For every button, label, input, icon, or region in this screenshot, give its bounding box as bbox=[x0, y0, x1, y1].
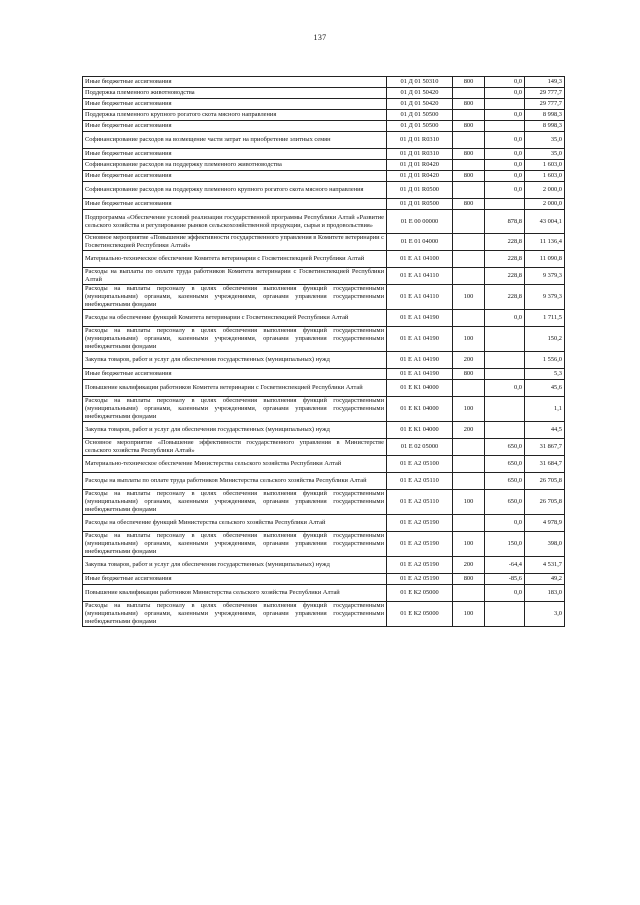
row-code-cell: 01 Д 01 R0310 bbox=[387, 149, 453, 160]
row-name-cell: Расходы на выплаты персоналу в целях обеспечения выполнения функций государственными (муниципальными) органами, казенными учреждениями, органами управления государственными внебюджетными фондами bbox=[83, 285, 387, 310]
table-row bbox=[83, 182, 565, 199]
row-value-1-cell: 0,0 bbox=[485, 149, 525, 160]
row-value-2-cell: 31 867,7 bbox=[525, 439, 565, 456]
table-row bbox=[83, 77, 565, 88]
row-code-cell: 01 Е 01 04000 bbox=[387, 234, 453, 251]
row-value-2-cell: 11 136,4 bbox=[525, 234, 565, 251]
row-value-2-cell: 398,0 bbox=[525, 532, 565, 557]
row-value-2-cell: 26 705,8 bbox=[525, 490, 565, 515]
row-value-2-cell: 1,1 bbox=[525, 397, 565, 422]
row-value-2-cell: 43 004,1 bbox=[525, 210, 565, 234]
table-row bbox=[83, 602, 565, 627]
table-row bbox=[83, 88, 565, 99]
row-name-cell: Иные бюджетные ассигнования bbox=[83, 199, 387, 210]
row-value-2-cell: 2 000,0 bbox=[525, 199, 565, 210]
row-name-cell: Иные бюджетные ассигнования bbox=[83, 149, 387, 160]
row-value-1-cell: 228,8 bbox=[485, 285, 525, 310]
row-code-cell: 01 Е А2 05190 bbox=[387, 557, 453, 574]
row-name-cell: Расходы на выплаты по оплате труда работников Министерства сельского хозяйства Республики Алтай bbox=[83, 473, 387, 490]
row-type-cell bbox=[453, 251, 485, 268]
row-type-cell bbox=[453, 268, 485, 285]
row-type-cell bbox=[453, 234, 485, 251]
row-type-cell bbox=[453, 585, 485, 602]
budget-table bbox=[82, 76, 565, 627]
table-row bbox=[83, 490, 565, 515]
row-value-1-cell bbox=[485, 422, 525, 439]
row-type-cell bbox=[453, 182, 485, 199]
row-code-cell: 01 Е А2 05100 bbox=[387, 456, 453, 473]
row-value-1-cell: -64,4 bbox=[485, 557, 525, 574]
row-name-cell: Материально-техническое обеспечение Комитета ветеринарии с Госветинспекцией Республики Алтай bbox=[83, 251, 387, 268]
budget-table-body bbox=[83, 77, 565, 627]
row-type-cell: 200 bbox=[453, 422, 485, 439]
row-value-2-cell: 8 998,3 bbox=[525, 110, 565, 121]
row-name-cell: Расходы на выплаты персоналу в целях обеспечения выполнения функций государственными (муниципальными) органами, казенными учреждениями, органами управления государственными внебюджетными фондами bbox=[83, 327, 387, 352]
row-value-1-cell: 0,0 bbox=[485, 585, 525, 602]
row-value-1-cell: 0,0 bbox=[485, 310, 525, 327]
row-code-cell: 01 Е К1 04000 bbox=[387, 397, 453, 422]
row-code-cell: 01 Д 01 50420 bbox=[387, 99, 453, 110]
row-value-2-cell: 11 090,8 bbox=[525, 251, 565, 268]
row-name-cell: Поддержка племенного крупного рогатого скота мясного направления bbox=[83, 110, 387, 121]
row-value-1-cell bbox=[485, 352, 525, 369]
row-value-1-cell: 228,8 bbox=[485, 251, 525, 268]
table-row bbox=[83, 268, 565, 285]
table-row bbox=[83, 369, 565, 380]
table-row bbox=[83, 171, 565, 182]
table-row bbox=[83, 380, 565, 397]
row-name-cell: Закупка товаров, работ и услуг для обеспечения государственных (муниципальных) нужд bbox=[83, 557, 387, 574]
row-value-1-cell bbox=[485, 602, 525, 627]
row-type-cell bbox=[453, 110, 485, 121]
row-code-cell: 01 Е А2 05110 bbox=[387, 473, 453, 490]
row-value-1-cell bbox=[485, 327, 525, 352]
row-code-cell: 01 Е А1 04110 bbox=[387, 285, 453, 310]
table-row bbox=[83, 210, 565, 234]
row-name-cell: Иные бюджетные ассигнования bbox=[83, 369, 387, 380]
row-code-cell: 01 Е 00 00000 bbox=[387, 210, 453, 234]
table-row bbox=[83, 234, 565, 251]
row-value-2-cell: 35,0 bbox=[525, 132, 565, 149]
row-value-1-cell bbox=[485, 199, 525, 210]
row-name-cell: Иные бюджетные ассигнования bbox=[83, 574, 387, 585]
row-type-cell: 100 bbox=[453, 532, 485, 557]
row-code-cell: 01 Д 01 50420 bbox=[387, 88, 453, 99]
row-value-2-cell: 4 531,7 bbox=[525, 557, 565, 574]
row-type-cell: 200 bbox=[453, 352, 485, 369]
row-name-cell: Расходы на выплаты персоналу в целях обеспечения выполнения функций государственными (муниципальными) органами, казенными учреждениями, органами управления государственными внебюджетными фондами bbox=[83, 532, 387, 557]
row-code-cell: 01 Е А1 04190 bbox=[387, 369, 453, 380]
row-value-1-cell bbox=[485, 121, 525, 132]
row-value-1-cell: 878,8 bbox=[485, 210, 525, 234]
row-name-cell: Материально-техническое обеспечение Министерства сельского хозяйства Республики Алтай bbox=[83, 456, 387, 473]
table-row bbox=[83, 439, 565, 456]
row-type-cell: 800 bbox=[453, 171, 485, 182]
row-value-2-cell: 183,0 bbox=[525, 585, 565, 602]
row-type-cell: 800 bbox=[453, 99, 485, 110]
row-code-cell: 01 Е К1 04000 bbox=[387, 380, 453, 397]
row-code-cell: 01 Е А1 04100 bbox=[387, 251, 453, 268]
row-type-cell: 200 bbox=[453, 557, 485, 574]
row-name-cell: Иные бюджетные ассигнования bbox=[83, 121, 387, 132]
row-type-cell bbox=[453, 210, 485, 234]
row-type-cell: 800 bbox=[453, 121, 485, 132]
row-type-cell: 100 bbox=[453, 397, 485, 422]
row-code-cell: 01 Д 01 50500 bbox=[387, 121, 453, 132]
row-value-2-cell: 149,3 bbox=[525, 77, 565, 88]
row-name-cell: Основное мероприятие «Повышение эффективности государственного управления в Министерстве сельского хозяйства Республики Алтай» bbox=[83, 439, 387, 456]
table-row bbox=[83, 574, 565, 585]
row-type-cell: 100 bbox=[453, 285, 485, 310]
table-row bbox=[83, 149, 565, 160]
row-type-cell: 800 bbox=[453, 574, 485, 585]
row-code-cell: 01 Е К2 05000 bbox=[387, 585, 453, 602]
row-name-cell: Расходы на выплаты персоналу в целях обеспечения выполнения функций государственными (муниципальными) органами, казенными учреждениями, органами управления государственными внебюджетными фондами bbox=[83, 397, 387, 422]
table-row bbox=[83, 456, 565, 473]
row-code-cell: 01 Д 01 R0310 bbox=[387, 132, 453, 149]
table-row bbox=[83, 310, 565, 327]
table-row bbox=[83, 199, 565, 210]
row-type-cell bbox=[453, 473, 485, 490]
row-value-2-cell: 31 684,7 bbox=[525, 456, 565, 473]
row-name-cell: Подпрограмма «Обеспечение условий реализации государственной программы Республики Алтай «Развитие сельского хозяйства и регулирование рынков сельскохозяйственной продукции, сырья и продовольствия» bbox=[83, 210, 387, 234]
row-value-1-cell: 0,0 bbox=[485, 171, 525, 182]
row-value-1-cell: 0,0 bbox=[485, 77, 525, 88]
row-name-cell: Расходы на обеспечение функций Комитета ветеринарии с Госветинспекцией Республики Алтай bbox=[83, 310, 387, 327]
row-code-cell: 01 Е А1 04190 bbox=[387, 310, 453, 327]
row-value-1-cell bbox=[485, 99, 525, 110]
row-name-cell: Иные бюджетные ассигнования bbox=[83, 77, 387, 88]
row-value-2-cell: 44,5 bbox=[525, 422, 565, 439]
row-code-cell: 01 Д 01 R0500 bbox=[387, 199, 453, 210]
row-value-1-cell: 228,8 bbox=[485, 234, 525, 251]
row-value-2-cell: 3,0 bbox=[525, 602, 565, 627]
row-type-cell bbox=[453, 456, 485, 473]
row-value-1-cell: -85,6 bbox=[485, 574, 525, 585]
row-type-cell bbox=[453, 439, 485, 456]
row-value-1-cell: 0,0 bbox=[485, 160, 525, 171]
row-value-1-cell: 650,0 bbox=[485, 473, 525, 490]
row-value-2-cell: 45,6 bbox=[525, 380, 565, 397]
table-row bbox=[83, 110, 565, 121]
table-row bbox=[83, 532, 565, 557]
row-value-2-cell: 26 705,8 bbox=[525, 473, 565, 490]
row-value-1-cell: 0,0 bbox=[485, 515, 525, 532]
row-value-2-cell: 150,2 bbox=[525, 327, 565, 352]
row-code-cell: 01 Д 01 R0500 bbox=[387, 182, 453, 199]
row-name-cell: Софинансирование расходов на поддержку племенного животноводства bbox=[83, 160, 387, 171]
row-value-1-cell: 0,0 bbox=[485, 88, 525, 99]
row-value-1-cell: 228,8 bbox=[485, 268, 525, 285]
row-code-cell: 01 Е А1 04190 bbox=[387, 327, 453, 352]
row-value-1-cell: 0,0 bbox=[485, 110, 525, 121]
row-code-cell: 01 Е А2 05190 bbox=[387, 532, 453, 557]
row-value-1-cell: 150,0 bbox=[485, 532, 525, 557]
table-row bbox=[83, 585, 565, 602]
row-name-cell: Повышение квалификации работников Министерства сельского хозяйства Республики Алтай bbox=[83, 585, 387, 602]
row-value-2-cell: 9 379,3 bbox=[525, 268, 565, 285]
row-code-cell: 01 Е 02 05000 bbox=[387, 439, 453, 456]
row-code-cell: 01 Е К1 04000 bbox=[387, 422, 453, 439]
row-code-cell: 01 Д 01 50500 bbox=[387, 110, 453, 121]
row-value-2-cell: 2 000,0 bbox=[525, 182, 565, 199]
row-code-cell: 01 Д 01 50310 bbox=[387, 77, 453, 88]
table-row bbox=[83, 422, 565, 439]
row-name-cell: Расходы на обеспечение функций Министерства сельского хозяйства Республики Алтай bbox=[83, 515, 387, 532]
table-row bbox=[83, 160, 565, 171]
row-value-2-cell: 4 978,9 bbox=[525, 515, 565, 532]
row-code-cell: 01 Е А2 05190 bbox=[387, 574, 453, 585]
row-value-2-cell: 5,3 bbox=[525, 369, 565, 380]
row-type-cell: 800 bbox=[453, 199, 485, 210]
row-code-cell: 01 Е А2 05190 bbox=[387, 515, 453, 532]
row-code-cell: 01 Е А1 04110 bbox=[387, 268, 453, 285]
row-value-2-cell: 29 777,7 bbox=[525, 99, 565, 110]
row-type-cell: 800 bbox=[453, 149, 485, 160]
row-value-1-cell: 0,0 bbox=[485, 132, 525, 149]
row-code-cell: 01 Д 01 R0420 bbox=[387, 171, 453, 182]
row-name-cell: Иные бюджетные ассигнования bbox=[83, 171, 387, 182]
row-type-cell bbox=[453, 515, 485, 532]
row-value-2-cell: 1 603,0 bbox=[525, 171, 565, 182]
row-name-cell: Поддержка племенного животноводства bbox=[83, 88, 387, 99]
table-row bbox=[83, 557, 565, 574]
row-name-cell: Иные бюджетные ассигнования bbox=[83, 99, 387, 110]
row-name-cell: Закупка товаров, работ и услуг для обеспечения государственных (муниципальных) нужд bbox=[83, 422, 387, 439]
row-value-2-cell: 49,2 bbox=[525, 574, 565, 585]
row-code-cell: 01 Д 01 R0420 bbox=[387, 160, 453, 171]
row-type-cell bbox=[453, 160, 485, 171]
row-code-cell: 01 Е А1 04190 bbox=[387, 352, 453, 369]
row-type-cell: 100 bbox=[453, 490, 485, 515]
row-value-1-cell: 0,0 bbox=[485, 182, 525, 199]
row-value-2-cell: 8 998,3 bbox=[525, 121, 565, 132]
table-row bbox=[83, 397, 565, 422]
row-value-2-cell: 1 711,5 bbox=[525, 310, 565, 327]
row-value-1-cell bbox=[485, 397, 525, 422]
row-type-cell: 100 bbox=[453, 602, 485, 627]
row-type-cell: 100 bbox=[453, 327, 485, 352]
table-row bbox=[83, 515, 565, 532]
row-value-1-cell bbox=[485, 369, 525, 380]
row-value-1-cell: 650,0 bbox=[485, 456, 525, 473]
page-number: 137 bbox=[313, 33, 327, 42]
row-name-cell: Расходы на выплаты персоналу в целях обеспечения выполнения функций государственными (муниципальными) органами, казенными учреждениями, органами управления государственными внебюджетными фондами bbox=[83, 490, 387, 515]
row-name-cell: Повышение квалификации работников Комитета ветеринарии с Госветинспекцией Республики Алтай bbox=[83, 380, 387, 397]
table-row bbox=[83, 132, 565, 149]
row-type-cell bbox=[453, 310, 485, 327]
row-type-cell bbox=[453, 88, 485, 99]
row-value-2-cell: 9 379,3 bbox=[525, 285, 565, 310]
row-type-cell bbox=[453, 380, 485, 397]
row-value-1-cell: 650,0 bbox=[485, 490, 525, 515]
row-value-2-cell: 1 603,0 bbox=[525, 160, 565, 171]
row-name-cell: Расходы на выплаты по оплате труда работников Комитета ветеринарии с Госветинспекцией Республики Алтай bbox=[83, 268, 387, 285]
row-value-2-cell: 35,0 bbox=[525, 149, 565, 160]
table-row bbox=[83, 327, 565, 352]
row-name-cell: Закупка товаров, работ и услуг для обеспечения государственных (муниципальных) нужд bbox=[83, 352, 387, 369]
row-value-1-cell: 650,0 bbox=[485, 439, 525, 456]
table-row bbox=[83, 251, 565, 268]
row-value-1-cell: 0,0 bbox=[485, 380, 525, 397]
row-type-cell bbox=[453, 132, 485, 149]
table-row bbox=[83, 99, 565, 110]
row-code-cell: 01 Е А2 05110 bbox=[387, 490, 453, 515]
row-name-cell: Софинансирование расходов на возмещение части затрат на приобретение элитных семян bbox=[83, 132, 387, 149]
row-value-2-cell: 29 777,7 bbox=[525, 88, 565, 99]
row-name-cell: Расходы на выплаты персоналу в целях обеспечения выполнения функций государственными (муниципальными) органами, казенными учреждениями, органами управления государственными внебюджетными фондами bbox=[83, 602, 387, 627]
row-value-2-cell: 1 556,0 bbox=[525, 352, 565, 369]
row-type-cell: 800 bbox=[453, 369, 485, 380]
table-row bbox=[83, 352, 565, 369]
row-name-cell: Основное мероприятие «Повышение эффективности государственного управления в Комитете ветеринарии с Госветинспекцией Республики Алтай» bbox=[83, 234, 387, 251]
table-row bbox=[83, 473, 565, 490]
row-type-cell: 800 bbox=[453, 77, 485, 88]
row-name-cell: Софинансирование расходов на поддержку племенного крупного рогатого скота мясного направления bbox=[83, 182, 387, 199]
table-row bbox=[83, 285, 565, 310]
row-code-cell: 01 Е К2 05000 bbox=[387, 602, 453, 627]
table-row bbox=[83, 121, 565, 132]
